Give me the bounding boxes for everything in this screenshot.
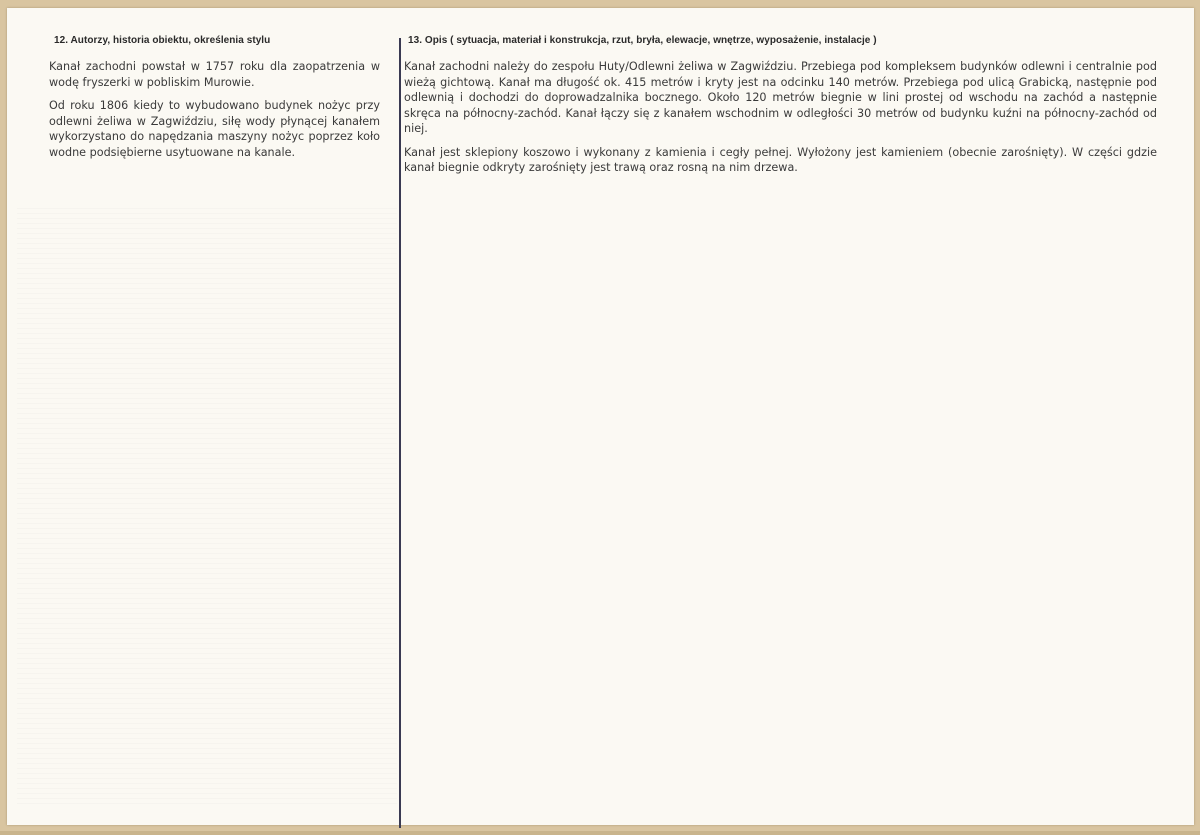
column-divider	[399, 38, 401, 828]
section-12-paragraph: Kanał zachodni powstał w 1757 roku dla zaopatrzenia w wodę fryszerki w pobliskim Murowie.	[49, 60, 380, 89]
section-13-heading: 13. Opis ( sytuacja, materiał i konstrukcja, rzut, bryła, elewacje, wnętrze, wyposażenie, instalacje )	[408, 35, 877, 46]
section-12-heading: 12. Autorzy, historia obiektu, określenia stylu	[54, 35, 271, 46]
section-13-body	[404, 59, 1157, 184]
section-12-body	[49, 59, 380, 168]
section-12-paragraph: Od roku 1806 kiedy to wybudowano budynek nożyc przy odlewni żeliwa w Zagwiździu, siłę wody płynącej kanałem wykorzystano do napędzania maszyny nożyc poprzez koło wodne podsiębierne usytuowane na kanale.	[49, 99, 380, 159]
sheet-bottom-edge	[0, 831, 1200, 835]
section-13-paragraph: Kanał zachodni należy do zespołu Huty/Odlewni żeliwa w Zagwiździu. Przebiega pod kompleksem budynków odlewni i centralnie pod wieżą gichtową. Kanał ma długość ok. 415 metrów i kryty jest na odcinku 140 metrów. Przebiega pod ulicą Grabicką, następnie pod odlewnią i dochodzi do doprowadzalnika bocznego. Około 120 metrów biegnie w lini prostej od wschodu na zachód a następnie skręca na północny-zachód. Kanał łączy się z kanałem wschodnim w odległości 30 metrów od budynku kuźni na północny-zachód od niej.	[404, 60, 1157, 135]
section-13-paragraph: Kanał jest sklepiony koszowo i wykonany z kamienia i cegły pełnej. Wyłożony jest kamieniem (obecnie zarośnięty). W części gdzie kanał biegnie odkryty zarośnięty jest trawą oraz rosną na nim drzewa.	[404, 145, 1157, 174]
